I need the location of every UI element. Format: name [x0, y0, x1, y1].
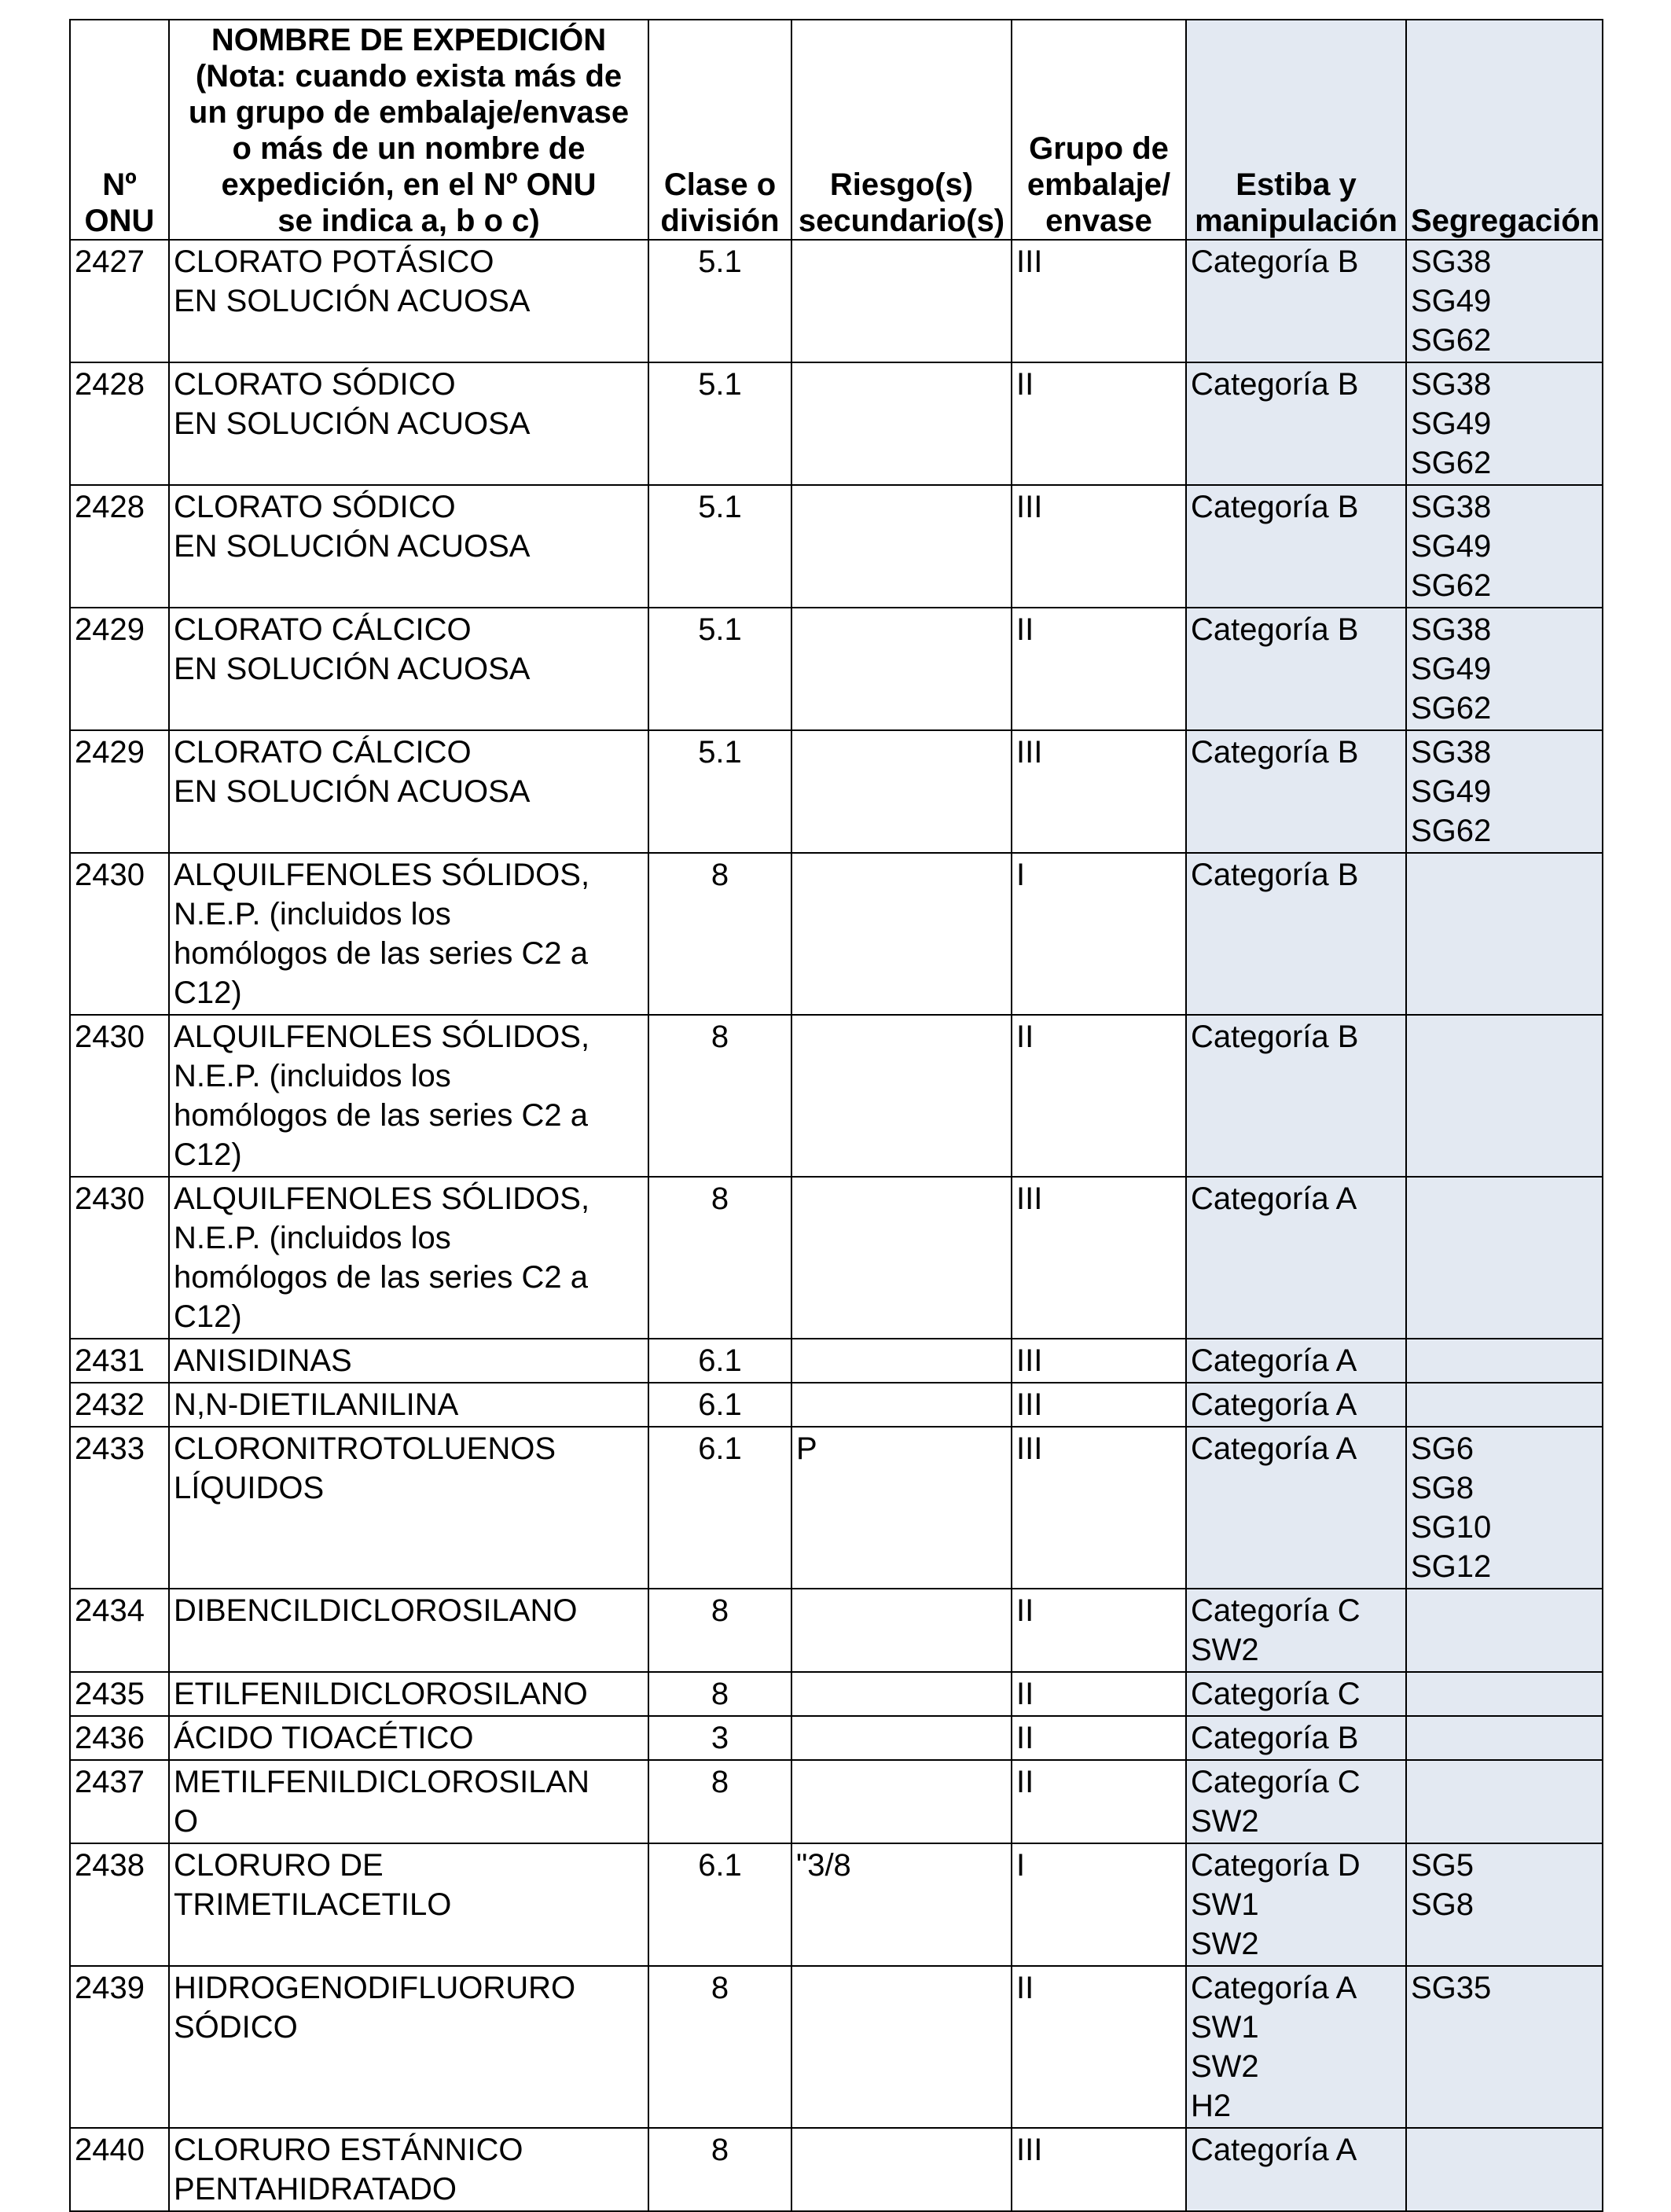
cell-stowage-line: Categoría C: [1191, 1765, 1361, 1799]
cell-onu: 2440: [70, 2128, 169, 2211]
header-line: ONU: [84, 204, 155, 238]
cell-shipping-name-line: EN SOLUCIÓN ACUOSA: [174, 284, 531, 318]
cell-shipping-name-line: HIDROGENODIFLUORURO: [174, 1971, 576, 2005]
cell-segregation: [1406, 1760, 1603, 1843]
cell-segregation-line: SG5: [1411, 1848, 1475, 1883]
cell-shipping-name-line: CLORURO DE: [174, 1848, 384, 1883]
cell-shipping-name-line: CLORATO CÁLCICO: [174, 612, 472, 647]
cell-shipping-name: [169, 730, 648, 853]
cell-class: 6.1: [648, 1843, 791, 1966]
cell-stowage: [1186, 1760, 1406, 1843]
cell-shipping-name: [169, 1672, 648, 1716]
cell-segregation: [1406, 1015, 1603, 1177]
cell-onu: 2430: [70, 1177, 169, 1339]
table-row: [70, 2128, 1603, 2211]
cell-segregation: [1406, 853, 1603, 1015]
table-row: [70, 608, 1603, 730]
cell-class: 8: [648, 2128, 791, 2211]
cell-shipping-name: [169, 1427, 648, 1589]
cell-stowage: [1186, 1339, 1406, 1383]
cell-segregation-line: SG62: [1411, 814, 1492, 848]
cell-stowage-line: Categoría A: [1191, 1181, 1357, 1216]
cell-shipping-name-line: C12): [174, 1137, 242, 1172]
cell-secondary-risk: [791, 853, 1012, 1015]
cell-stowage-line: Categoría B: [1191, 858, 1359, 892]
cell-shipping-name-line: EN SOLUCIÓN ACUOSA: [174, 774, 531, 809]
cell-stowage: [1186, 362, 1406, 485]
cell-shipping-name-line: PENTAHIDRATADO: [174, 2172, 457, 2206]
cell-shipping-name: [169, 1339, 648, 1383]
cell-onu: 2430: [70, 1015, 169, 1177]
cell-segregation: [1406, 1966, 1603, 2128]
cell-stowage-line: Categoría D: [1191, 1848, 1361, 1883]
cell-secondary-risk: [791, 240, 1012, 362]
cell-stowage: [1186, 853, 1406, 1015]
cell-class: 3: [648, 1716, 791, 1760]
header-line: envase: [1045, 204, 1152, 238]
cell-stowage: [1186, 608, 1406, 730]
header-line: división: [660, 204, 780, 238]
cell-packing-group: III: [1012, 1383, 1186, 1427]
table-row: [70, 730, 1603, 853]
cell-segregation-line: SG62: [1411, 446, 1492, 480]
cell-stowage-line: SW2: [1191, 1927, 1259, 1961]
cell-class: 8: [648, 1760, 791, 1843]
cell-stowage: [1186, 1843, 1406, 1966]
table-body: [70, 240, 1603, 2211]
cell-shipping-name-line: CLORURO ESTÁNNICO: [174, 2133, 523, 2167]
cell-shipping-name-line: CLORATO CÁLCICO: [174, 735, 472, 770]
cell-segregation-line: SG8: [1411, 1471, 1475, 1505]
cell-shipping-name-line: TRIMETILACETILO: [174, 1887, 452, 1922]
cell-shipping-name-line: N.E.P. (incluidos los: [174, 1059, 451, 1093]
table-row: [70, 1966, 1603, 2128]
table-row: [70, 853, 1603, 1015]
cell-secondary-risk: [791, 1672, 1012, 1716]
cell-shipping-name-line: EN SOLUCIÓN ACUOSA: [174, 406, 531, 441]
cell-secondary-risk: [791, 2128, 1012, 2211]
cell-onu: 2439: [70, 1966, 169, 2128]
cell-class: 5.1: [648, 608, 791, 730]
cell-stowage: [1186, 1427, 1406, 1589]
cell-secondary-risk: [791, 1716, 1012, 1760]
cell-segregation: [1406, 608, 1603, 730]
cell-secondary-risk: [791, 485, 1012, 608]
table-row: [70, 1015, 1603, 1177]
cell-segregation: [1406, 730, 1603, 853]
cell-onu: 2429: [70, 608, 169, 730]
cell-shipping-name-line: N.E.P. (incluidos los: [174, 1221, 451, 1255]
cell-class: 8: [648, 1672, 791, 1716]
cell-shipping-name-line: SÓDICO: [174, 2010, 298, 2045]
cell-packing-group: II: [1012, 1672, 1186, 1716]
cell-shipping-name-line: N,N-DIETILANILINA: [174, 1387, 459, 1422]
cell-onu: 2436: [70, 1716, 169, 1760]
cell-class: 6.1: [648, 1427, 791, 1589]
header-line: NOMBRE DE EXPEDICIÓN: [211, 23, 607, 57]
header-secondary-risk: [791, 20, 1012, 240]
cell-stowage-line: SW2: [1191, 2049, 1259, 2084]
cell-segregation-line: SG49: [1411, 774, 1492, 809]
cell-packing-group: III: [1012, 485, 1186, 608]
cell-segregation-line: SG49: [1411, 529, 1492, 564]
cell-stowage-line: Categoría B: [1191, 612, 1359, 647]
cell-shipping-name-line: homólogos de las series C2 a: [174, 936, 588, 971]
cell-secondary-risk: "3/8: [791, 1843, 1012, 1966]
cell-stowage-line: Categoría A: [1191, 1387, 1357, 1422]
cell-segregation-line: SG49: [1411, 652, 1492, 686]
cell-shipping-name: [169, 485, 648, 608]
table-row: [70, 485, 1603, 608]
cell-shipping-name-line: CLORONITROTOLUENOS: [174, 1431, 556, 1466]
cell-class: 8: [648, 1177, 791, 1339]
cell-shipping-name: [169, 1589, 648, 1672]
cell-packing-group: II: [1012, 1760, 1186, 1843]
cell-secondary-risk: [791, 730, 1012, 853]
cell-segregation-line: SG49: [1411, 284, 1492, 318]
table-row: [70, 1427, 1603, 1589]
cell-segregation-line: SG6: [1411, 1431, 1475, 1466]
cell-onu: 2434: [70, 1589, 169, 1672]
cell-onu: 2432: [70, 1383, 169, 1427]
header-line: se indica a, b o c): [277, 204, 540, 238]
dangerous-goods-table: [69, 19, 1603, 2212]
cell-segregation-line: SG38: [1411, 735, 1492, 770]
header-line: Clase o: [663, 167, 777, 202]
cell-segregation-line: SG38: [1411, 490, 1492, 524]
cell-secondary-risk: [791, 1015, 1012, 1177]
cell-onu: 2428: [70, 362, 169, 485]
cell-shipping-name-line: ALQUILFENOLES SÓLIDOS,: [174, 858, 590, 892]
cell-segregation-line: SG38: [1411, 367, 1492, 402]
cell-stowage: [1186, 1716, 1406, 1760]
cell-packing-group: III: [1012, 1427, 1186, 1589]
cell-shipping-name: [169, 1716, 648, 1760]
table-row: [70, 1672, 1603, 1716]
cell-stowage: [1186, 1589, 1406, 1672]
cell-stowage-line: Categoría B: [1191, 735, 1359, 770]
cell-shipping-name-line: LÍQUIDOS: [174, 1471, 325, 1505]
cell-packing-group: III: [1012, 730, 1186, 853]
cell-packing-group: III: [1012, 1339, 1186, 1383]
cell-stowage: [1186, 1015, 1406, 1177]
cell-shipping-name-line: CLORATO POTÁSICO: [174, 244, 494, 279]
cell-shipping-name: [169, 1760, 648, 1843]
cell-packing-group: I: [1012, 1843, 1186, 1966]
cell-segregation: [1406, 1672, 1603, 1716]
cell-segregation-line: SG35: [1411, 1971, 1492, 2005]
header-line: Estiba y: [1236, 167, 1357, 202]
cell-packing-group: I: [1012, 853, 1186, 1015]
cell-shipping-name-line: C12): [174, 976, 242, 1010]
cell-segregation: [1406, 362, 1603, 485]
cell-segregation-line: SG49: [1411, 406, 1492, 441]
cell-secondary-risk: [791, 608, 1012, 730]
cell-shipping-name-line: O: [174, 1804, 199, 1839]
cell-stowage-line: Categoría C: [1191, 1677, 1361, 1711]
cell-shipping-name: [169, 853, 648, 1015]
cell-onu: 2430: [70, 853, 169, 1015]
cell-stowage: [1186, 730, 1406, 853]
header-onu: [70, 20, 169, 240]
cell-packing-group: II: [1012, 1589, 1186, 1672]
cell-shipping-name: [169, 1015, 648, 1177]
cell-segregation-line: SG10: [1411, 1510, 1492, 1545]
cell-stowage-line: Categoría B: [1191, 367, 1359, 402]
cell-stowage: [1186, 1672, 1406, 1716]
cell-secondary-risk: [791, 1339, 1012, 1383]
cell-secondary-risk: P: [791, 1427, 1012, 1589]
table-row: [70, 1177, 1603, 1339]
cell-shipping-name: [169, 1177, 648, 1339]
cell-onu: 2429: [70, 730, 169, 853]
cell-onu: 2433: [70, 1427, 169, 1589]
cell-onu: 2435: [70, 1672, 169, 1716]
cell-shipping-name: [169, 362, 648, 485]
cell-segregation-line: SG62: [1411, 691, 1492, 726]
cell-segregation: [1406, 1339, 1603, 1383]
cell-packing-group: III: [1012, 2128, 1186, 2211]
cell-class: 6.1: [648, 1339, 791, 1383]
cell-stowage-line: Categoría B: [1191, 1020, 1359, 1054]
cell-stowage-line: Categoría C: [1191, 1593, 1361, 1628]
header-line: un grupo de embalaje/envase: [188, 95, 630, 130]
cell-shipping-name-line: ALQUILFENOLES SÓLIDOS,: [174, 1181, 590, 1216]
header-packing-group: [1012, 20, 1186, 240]
cell-onu: 2437: [70, 1760, 169, 1843]
cell-packing-group: II: [1012, 1966, 1186, 2128]
header-line: (Nota: cuando exista más de: [195, 59, 622, 94]
cell-stowage-line: Categoría A: [1191, 2133, 1357, 2167]
cell-secondary-risk: [791, 1760, 1012, 1843]
table-row: [70, 1383, 1603, 1427]
cell-packing-group: II: [1012, 362, 1186, 485]
header-row: [70, 20, 1603, 240]
table-row: [70, 362, 1603, 485]
cell-shipping-name-line: ALQUILFENOLES SÓLIDOS,: [174, 1020, 590, 1054]
cell-packing-group: III: [1012, 1177, 1186, 1339]
cell-packing-group: II: [1012, 1716, 1186, 1760]
table-row: [70, 240, 1603, 362]
cell-class: 5.1: [648, 240, 791, 362]
cell-shipping-name-line: C12): [174, 1299, 242, 1334]
cell-stowage-line: Categoría B: [1191, 1721, 1359, 1755]
cell-segregation-line: SG8: [1411, 1887, 1475, 1922]
cell-class: 6.1: [648, 1383, 791, 1427]
cell-packing-group: II: [1012, 608, 1186, 730]
header-line: o más de un nombre de: [232, 131, 586, 166]
cell-segregation-line: SG62: [1411, 568, 1492, 603]
table-row: [70, 1716, 1603, 1760]
cell-stowage: [1186, 240, 1406, 362]
cell-stowage: [1186, 1966, 1406, 2128]
cell-shipping-name-line: N.E.P. (incluidos los: [174, 897, 451, 931]
cell-segregation-line: SG38: [1411, 612, 1492, 647]
header-line: secundario(s): [798, 204, 1005, 238]
cell-segregation: [1406, 1843, 1603, 1966]
cell-segregation: [1406, 485, 1603, 608]
cell-packing-group: III: [1012, 240, 1186, 362]
cell-shipping-name-line: ANISIDINAS: [174, 1343, 352, 1378]
header-segregation: [1406, 20, 1603, 240]
header-class: [648, 20, 791, 240]
cell-onu: 2438: [70, 1843, 169, 1966]
cell-onu: 2431: [70, 1339, 169, 1383]
cell-shipping-name-line: DIBENCILDICLOROSILANO: [174, 1593, 578, 1628]
cell-secondary-risk: [791, 1966, 1012, 2128]
cell-shipping-name-line: ÁCIDO TIOACÉTICO: [174, 1721, 474, 1755]
table-row: [70, 1589, 1603, 1672]
cell-class: 5.1: [648, 730, 791, 853]
cell-segregation: [1406, 1427, 1603, 1589]
cell-shipping-name: [169, 1383, 648, 1427]
table-row: [70, 1843, 1603, 1966]
cell-segregation-line: SG38: [1411, 244, 1492, 279]
cell-stowage-line: SW2: [1191, 1804, 1259, 1839]
header-line: Nº: [102, 167, 137, 202]
cell-shipping-name-line: CLORATO SÓDICO: [174, 490, 456, 524]
cell-shipping-name-line: EN SOLUCIÓN ACUOSA: [174, 652, 531, 686]
cell-stowage-line: Categoría A: [1191, 1431, 1357, 1466]
cell-class: 8: [648, 1966, 791, 2128]
cell-secondary-risk: [791, 1177, 1012, 1339]
cell-segregation: [1406, 240, 1603, 362]
cell-shipping-name-line: homólogos de las series C2 a: [174, 1260, 588, 1295]
cell-secondary-risk: [791, 362, 1012, 485]
table-row: [70, 1760, 1603, 1843]
cell-stowage-line: SW1: [1191, 2010, 1259, 2045]
header-stowage: [1186, 20, 1406, 240]
cell-segregation: [1406, 1177, 1603, 1339]
header-line: expedición, en el Nº ONU: [221, 167, 597, 202]
cell-shipping-name: [169, 2128, 648, 2211]
cell-shipping-name-line: CLORATO SÓDICO: [174, 367, 456, 402]
cell-stowage-line: Categoría A: [1191, 1971, 1357, 2005]
cell-segregation: [1406, 1383, 1603, 1427]
cell-shipping-name-line: METILFENILDICLOROSILAN: [174, 1765, 590, 1799]
cell-class: 5.1: [648, 485, 791, 608]
cell-onu: 2428: [70, 485, 169, 608]
cell-secondary-risk: [791, 1589, 1012, 1672]
cell-shipping-name: [169, 608, 648, 730]
cell-shipping-name-line: homólogos de las series C2 a: [174, 1098, 588, 1133]
cell-stowage: [1186, 2128, 1406, 2211]
cell-segregation: [1406, 1716, 1603, 1760]
cell-stowage-line: SW2: [1191, 1633, 1259, 1667]
cell-stowage-line: Categoría B: [1191, 490, 1359, 524]
cell-secondary-risk: [791, 1383, 1012, 1427]
header-line: manipulación: [1195, 204, 1397, 238]
header-shipping-name: [169, 20, 648, 240]
cell-stowage: [1186, 485, 1406, 608]
cell-shipping-name: [169, 1843, 648, 1966]
cell-class: 5.1: [648, 362, 791, 485]
header-line: embalaje/: [1026, 167, 1171, 202]
cell-stowage: [1186, 1383, 1406, 1427]
cell-class: 8: [648, 1015, 791, 1177]
header-line: Grupo de: [1029, 131, 1169, 166]
cell-stowage-line: H2: [1191, 2089, 1232, 2123]
cell-segregation: [1406, 2128, 1603, 2211]
cell-class: 8: [648, 1589, 791, 1672]
cell-segregation: [1406, 1589, 1603, 1672]
cell-segregation-line: SG62: [1411, 323, 1492, 358]
cell-onu: 2427: [70, 240, 169, 362]
cell-shipping-name: [169, 1966, 648, 2128]
header-line: Segregación: [1411, 204, 1600, 238]
cell-stowage-line: Categoría A: [1191, 1343, 1357, 1378]
cell-shipping-name-line: ETILFENILDICLOROSILANO: [174, 1677, 588, 1711]
cell-segregation-line: SG12: [1411, 1549, 1492, 1584]
header-line: Riesgo(s): [829, 167, 974, 202]
cell-shipping-name: [169, 240, 648, 362]
cell-packing-group: II: [1012, 1015, 1186, 1177]
cell-class: 8: [648, 853, 791, 1015]
cell-shipping-name-line: EN SOLUCIÓN ACUOSA: [174, 529, 531, 564]
cell-stowage: [1186, 1177, 1406, 1339]
table-row: [70, 1339, 1603, 1383]
cell-stowage-line: Categoría B: [1191, 244, 1359, 279]
cell-stowage-line: SW1: [1191, 1887, 1259, 1922]
